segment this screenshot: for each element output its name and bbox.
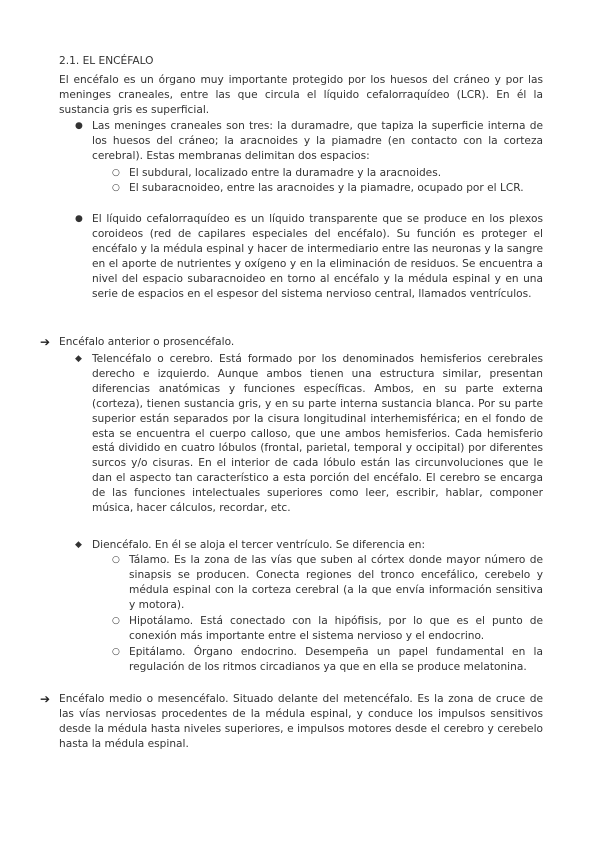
intro-paragraph: El encéfalo es un órgano muy importante protegido por los huesos del cráneo y por las meninges craneales, entre las que circula el líquido cefalorraquídeo (LCR). En él la sustancia gris es superficial. — [59, 74, 543, 116]
arrow-right-icon: ➔ — [40, 335, 51, 349]
bullet-dot-icon: ● — [75, 214, 83, 224]
bullet-circle-icon: ○ — [112, 183, 120, 193]
diencefalo-line: Diencéfalo. En él se aloja el tercer ventrículo. Se diferencia en: — [92, 539, 426, 551]
subaracnoideo-item: El subaracnoideo, entre las aracnoides y la piamadre, ocupado por el LCR. — [129, 182, 524, 194]
bullet-dot-icon: ● — [75, 121, 83, 131]
section-title: 2.1. EL ENCÉFALO — [59, 55, 154, 67]
epitalamo-item: Epitálamo. Órgano endocrino. Desempeña un papel fundamental en la regulación de los ritmos circadianos ya que en ella se produce melatonina. — [129, 646, 543, 673]
telencefalo-paragraph: Telencéfalo o cerebro. Está formado por los denominados hemisferios cerebrales derecho e izquierdo. Aunque ambos tienen una estructura similar, presentan diferencias anatómicas y funciones específicas. Ambos, en su parte externa (corteza), tienen sustancia gris, y en su parte interna sustancia blanca. Por su parte superior están separados por la cisura longitudinal interhemisférica; en el fondo de esta se encuentra el cuerpo calloso, que une ambos hemisferios. Cada hemisferio está dividido en cuatro lóbulos (frontal, parietal, temporal y occipital) por diferentes surcos y/o cisuras. En el interior de cada lóbulo están las circunvoluciones que le dan el aspecto tan característico a esta porción del encéfalo. El cerebro se encarga de las funciones intelectuales superiores como leer, escribir, hablar, componer música, hacer cálculos, recordar, etc. — [92, 353, 543, 515]
talamo-item: Tálamo. Es la zona de las vías que suben al córtex donde mayor número de sinapsis se producen. Conecta regiones del tronco encefálico, cerebelo y médula espinal con la corteza cerebral (a la que envía información sensitiva y motora). — [129, 554, 543, 611]
anterior-heading: Encéfalo anterior o prosencéfalo. — [59, 336, 235, 348]
medio-paragraph: Encéfalo medio o mesencéfalo. Situado delante del metencéfalo. Es la zona de cruce de las vías nerviosas procedentes de la médula espinal, y conduce los impulsos sensitivos desde la médula hasta niveles superiores, e impulsos motores desde el cerebro y cerebelo hasta la médula espinal. — [59, 693, 543, 750]
hipotalamo-item: Hipotálamo. Está conectado con la hipófisis, por lo que es el punto de conexión más importante entre el sistema nervioso y el endocrino. — [129, 615, 543, 642]
bullet-circle-icon: ○ — [112, 647, 120, 657]
diamond-bullet-icon: ◆ — [75, 540, 82, 550]
arrow-right-icon: ➔ — [40, 692, 51, 706]
bullet-circle-icon: ○ — [112, 168, 120, 178]
bullet-circle-icon: ○ — [112, 616, 120, 626]
bullet-circle-icon: ○ — [112, 555, 120, 565]
lcr-paragraph: El líquido cefalorraquídeo es un líquido transparente que se produce en los plexos coroideos (red de capilares especiales del encéfalo). Su función es proteger el encéfalo y la médula espinal y hacer de intermediario entre las neuronas y la sangre en el aporte de nutrientes y oxígeno y en la eliminación de residuos. Se encuentra a nivel del espacio subaracnoideo en torno al encéfalo y la médula espinal y en una serie de espacios en el espesor del sistema nervioso central, llamados ventrículos. — [92, 213, 543, 300]
diamond-bullet-icon: ◆ — [75, 354, 82, 364]
meninges-paragraph: Las meninges craneales son tres: la duramadre, que tapiza la superficie interna de los huesos del cráneo; la aracnoides y la piamadre (en contacto con la corteza cerebral). Estas membranas delimitan dos espacios: — [92, 120, 543, 162]
subdural-item: El subdural, localizado entre la duramadre y la aracnoides. — [129, 167, 442, 179]
